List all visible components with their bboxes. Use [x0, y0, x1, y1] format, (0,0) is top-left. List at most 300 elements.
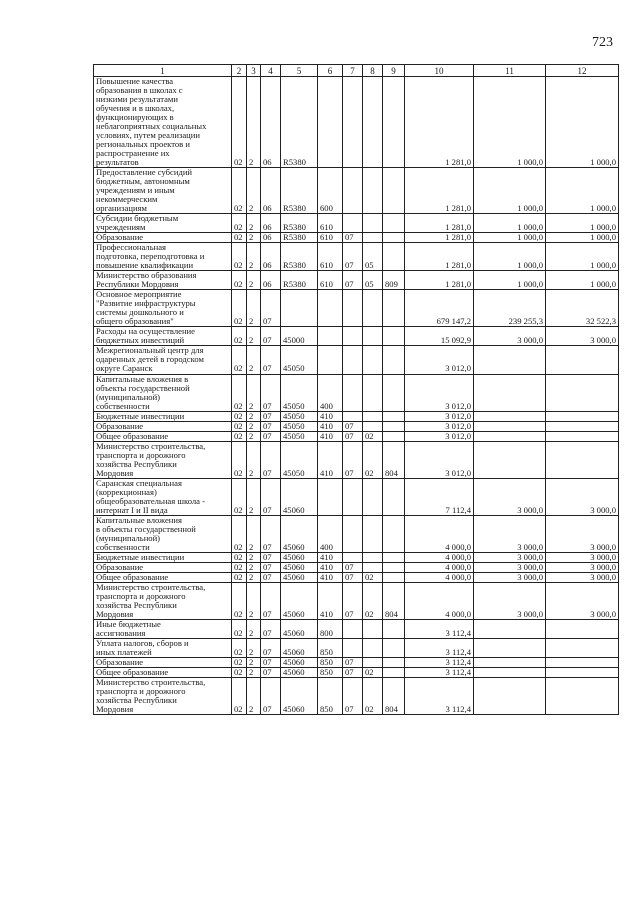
cell-amount-10: 3 012,0	[405, 374, 474, 411]
cell-amount-12	[546, 374, 619, 411]
cell-code-6: 610	[318, 243, 343, 271]
table-body	[94, 77, 619, 715]
cell-amount-12	[546, 411, 619, 421]
cell-amount-10: 15 092,9	[405, 327, 474, 346]
cell-amount-12: 3 000,0	[546, 572, 619, 582]
cell-code-2: 02	[232, 411, 247, 421]
cell-code-7: 07	[343, 657, 363, 667]
table-row	[94, 421, 619, 431]
cell-amount-10: 4 000,0	[405, 572, 474, 582]
cell-code-6: 400	[318, 515, 343, 552]
table-row	[94, 619, 619, 638]
cell-code-4: 07	[261, 562, 281, 572]
cell-amount-10: 1 281,0	[405, 271, 474, 290]
cell-code-2: 02	[232, 441, 247, 478]
cell-code-9	[383, 572, 405, 582]
cell-code-4: 07	[261, 374, 281, 411]
cell-amount-12: 3 000,0	[546, 478, 619, 515]
cell-item-name: Саранская специальная (коррекционная) общеобразовательная школа - интернат I и II вида	[94, 478, 232, 515]
cell-item-name: Министерство образования Республики Мордовия	[94, 271, 232, 290]
table-row	[94, 678, 619, 715]
cell-code-4: 07	[261, 552, 281, 562]
cell-code-9	[383, 515, 405, 552]
cell-code-3: 2	[247, 552, 261, 562]
cell-code-3: 2	[247, 678, 261, 715]
cell-amount-12: 3 000,0	[546, 327, 619, 346]
cell-code-7	[343, 346, 363, 374]
cell-code-4: 07	[261, 515, 281, 552]
cell-code-5: 45000	[281, 327, 318, 346]
cell-amount-11	[474, 346, 546, 374]
table-row	[94, 638, 619, 657]
cell-code-3: 2	[247, 421, 261, 431]
cell-item-name: Расходы на осуществление бюджетных инвестиций	[94, 327, 232, 346]
cell-code-4: 07	[261, 572, 281, 582]
cell-code-9	[383, 374, 405, 411]
cell-code-7	[343, 515, 363, 552]
cell-amount-10: 3 012,0	[405, 421, 474, 431]
cell-item-name: Основное мероприятие "Развитие инфраструктуры системы дошкольного и общего образования"	[94, 290, 232, 327]
cell-code-2: 02	[232, 562, 247, 572]
table-row	[94, 657, 619, 667]
cell-amount-10: 1 281,0	[405, 214, 474, 233]
cell-code-4: 07	[261, 657, 281, 667]
cell-code-7	[343, 290, 363, 327]
cell-code-3: 2	[247, 77, 261, 168]
cell-code-8	[363, 515, 383, 552]
cell-code-5: 45050	[281, 374, 318, 411]
cell-code-4: 06	[261, 233, 281, 243]
cell-item-name: Образование	[94, 562, 232, 572]
cell-amount-12: 3 000,0	[546, 562, 619, 572]
cell-code-5: 45060	[281, 572, 318, 582]
cell-amount-12	[546, 638, 619, 657]
cell-amount-11	[474, 374, 546, 411]
cell-amount-10: 1 281,0	[405, 77, 474, 168]
cell-code-8	[363, 77, 383, 168]
cell-amount-10: 3 112,4	[405, 657, 474, 667]
cell-code-3: 2	[247, 638, 261, 657]
cell-code-3: 2	[247, 582, 261, 619]
cell-code-6	[318, 290, 343, 327]
cell-code-8	[363, 346, 383, 374]
cell-code-9	[383, 77, 405, 168]
cell-code-6: 410	[318, 552, 343, 562]
cell-code-2: 02	[232, 552, 247, 562]
cell-code-6: 610	[318, 271, 343, 290]
cell-code-3: 2	[247, 515, 261, 552]
cell-amount-10: 3 012,0	[405, 346, 474, 374]
cell-amount-10: 4 000,0	[405, 582, 474, 619]
table-row	[94, 271, 619, 290]
cell-code-5: R5380	[281, 77, 318, 168]
cell-amount-12: 1 000,0	[546, 243, 619, 271]
cell-code-2: 02	[232, 374, 247, 411]
table-row	[94, 667, 619, 677]
cell-code-7: 07	[343, 667, 363, 677]
cell-amount-11: 1 000,0	[474, 77, 546, 168]
page-number: 723	[592, 35, 613, 50]
cell-amount-11	[474, 619, 546, 638]
cell-code-8: 02	[363, 678, 383, 715]
cell-amount-11	[474, 441, 546, 478]
cell-code-5: 45050	[281, 421, 318, 431]
cell-code-5: 45060	[281, 478, 318, 515]
cell-code-2: 02	[232, 271, 247, 290]
cell-code-6: 850	[318, 657, 343, 667]
cell-code-5: R5380	[281, 168, 318, 214]
cell-amount-10: 3 112,4	[405, 678, 474, 715]
cell-code-3: 2	[247, 290, 261, 327]
cell-code-8: 05	[363, 271, 383, 290]
cell-code-9	[383, 327, 405, 346]
cell-amount-12	[546, 421, 619, 431]
cell-code-6	[318, 327, 343, 346]
cell-code-7: 07	[343, 572, 363, 582]
cell-amount-12: 1 000,0	[546, 233, 619, 243]
cell-amount-11: 1 000,0	[474, 243, 546, 271]
cell-code-7	[343, 168, 363, 214]
cell-code-5: 45050	[281, 411, 318, 421]
cell-amount-12: 1 000,0	[546, 214, 619, 233]
cell-amount-10: 3 012,0	[405, 441, 474, 478]
cell-code-4: 07	[261, 582, 281, 619]
cell-code-3: 2	[247, 411, 261, 421]
cell-amount-11: 3 000,0	[474, 582, 546, 619]
cell-code-2: 02	[232, 421, 247, 431]
cell-amount-12	[546, 657, 619, 667]
cell-code-4: 07	[261, 678, 281, 715]
cell-code-3: 2	[247, 478, 261, 515]
cell-amount-10: 1 281,0	[405, 168, 474, 214]
cell-amount-12: 1 000,0	[546, 77, 619, 168]
cell-amount-10: 7 112,4	[405, 478, 474, 515]
cell-code-5: 45060	[281, 667, 318, 677]
cell-code-9	[383, 431, 405, 441]
cell-code-6: 850	[318, 678, 343, 715]
cell-code-7: 07	[343, 562, 363, 572]
cell-code-7	[343, 619, 363, 638]
cell-amount-12	[546, 667, 619, 677]
cell-code-4: 07	[261, 290, 281, 327]
cell-amount-12	[546, 441, 619, 478]
cell-amount-12: 3 000,0	[546, 515, 619, 552]
cell-code-2: 02	[232, 290, 247, 327]
table-row	[94, 572, 619, 582]
table-row	[94, 233, 619, 243]
column-header: 10	[405, 65, 474, 77]
column-header: 5	[281, 65, 318, 77]
cell-amount-11	[474, 678, 546, 715]
cell-code-8	[363, 290, 383, 327]
cell-code-4: 07	[261, 619, 281, 638]
cell-code-9	[383, 214, 405, 233]
cell-code-9: 804	[383, 678, 405, 715]
cell-amount-11: 239 255,3	[474, 290, 546, 327]
cell-code-2: 02	[232, 678, 247, 715]
cell-code-9	[383, 478, 405, 515]
cell-item-name: Общее образование	[94, 667, 232, 677]
cell-amount-11: 1 000,0	[474, 233, 546, 243]
cell-code-6: 850	[318, 667, 343, 677]
cell-amount-10: 4 000,0	[405, 515, 474, 552]
cell-code-9	[383, 346, 405, 374]
cell-code-2: 02	[232, 667, 247, 677]
budget-table	[93, 64, 619, 715]
cell-code-3: 2	[247, 572, 261, 582]
cell-amount-11	[474, 421, 546, 431]
cell-code-6: 410	[318, 572, 343, 582]
cell-item-name: Бюджетные инвестиции	[94, 552, 232, 562]
cell-code-3: 2	[247, 667, 261, 677]
cell-code-3: 2	[247, 168, 261, 214]
cell-code-7: 07	[343, 421, 363, 431]
cell-code-5: R5380	[281, 214, 318, 233]
column-header: 4	[261, 65, 281, 77]
cell-amount-10: 1 281,0	[405, 233, 474, 243]
cell-code-5: R5380	[281, 233, 318, 243]
cell-amount-11	[474, 657, 546, 667]
cell-amount-11: 3 000,0	[474, 552, 546, 562]
cell-code-4: 06	[261, 168, 281, 214]
cell-code-5: R5380	[281, 243, 318, 271]
cell-code-3: 2	[247, 233, 261, 243]
cell-amount-11: 3 000,0	[474, 327, 546, 346]
cell-code-7	[343, 552, 363, 562]
column-header: 11	[474, 65, 546, 77]
cell-code-5: R5380	[281, 271, 318, 290]
cell-code-2: 02	[232, 515, 247, 552]
cell-code-8	[363, 562, 383, 572]
cell-code-7	[343, 327, 363, 346]
cell-code-7: 07	[343, 233, 363, 243]
cell-code-4: 07	[261, 441, 281, 478]
cell-amount-11: 1 000,0	[474, 168, 546, 214]
cell-code-9: 804	[383, 441, 405, 478]
cell-code-2: 02	[232, 168, 247, 214]
cell-item-name: Образование	[94, 233, 232, 243]
cell-amount-11: 1 000,0	[474, 214, 546, 233]
column-header: 1	[94, 65, 232, 77]
cell-code-5: 45060	[281, 552, 318, 562]
cell-item-name: Иные бюджетные ассигнования	[94, 619, 232, 638]
cell-code-8	[363, 478, 383, 515]
cell-amount-11: 3 000,0	[474, 572, 546, 582]
column-header: 2	[232, 65, 247, 77]
cell-amount-12	[546, 431, 619, 441]
cell-code-9	[383, 233, 405, 243]
cell-code-8	[363, 619, 383, 638]
cell-code-7	[343, 214, 363, 233]
cell-code-3: 2	[247, 346, 261, 374]
cell-code-5: 45060	[281, 582, 318, 619]
cell-code-3: 2	[247, 441, 261, 478]
table-row	[94, 552, 619, 562]
cell-code-4: 07	[261, 411, 281, 421]
table-row	[94, 431, 619, 441]
cell-code-4: 06	[261, 271, 281, 290]
table-row	[94, 290, 619, 327]
cell-code-8	[363, 327, 383, 346]
cell-code-7	[343, 411, 363, 421]
table-row	[94, 374, 619, 411]
table-row	[94, 327, 619, 346]
cell-code-4: 07	[261, 327, 281, 346]
cell-code-8	[363, 233, 383, 243]
cell-code-6	[318, 478, 343, 515]
cell-code-8: 05	[363, 243, 383, 271]
cell-code-3: 2	[247, 271, 261, 290]
cell-code-5: 45060	[281, 619, 318, 638]
cell-code-3: 2	[247, 374, 261, 411]
cell-code-5	[281, 290, 318, 327]
cell-code-9	[383, 657, 405, 667]
cell-amount-10: 1 281,0	[405, 243, 474, 271]
cell-code-2: 02	[232, 346, 247, 374]
cell-code-2: 02	[232, 214, 247, 233]
cell-code-6: 410	[318, 431, 343, 441]
cell-code-9	[383, 411, 405, 421]
cell-code-4: 07	[261, 431, 281, 441]
cell-code-7	[343, 478, 363, 515]
table-row	[94, 168, 619, 214]
cell-amount-10: 4 000,0	[405, 562, 474, 572]
cell-code-9	[383, 667, 405, 677]
cell-code-5: 45050	[281, 346, 318, 374]
cell-code-9	[383, 290, 405, 327]
cell-code-7	[343, 77, 363, 168]
cell-code-2: 02	[232, 638, 247, 657]
cell-amount-11: 3 000,0	[474, 515, 546, 552]
cell-item-name: Образование	[94, 657, 232, 667]
cell-code-6: 410	[318, 441, 343, 478]
cell-code-8	[363, 214, 383, 233]
cell-code-4: 07	[261, 667, 281, 677]
cell-code-4: 06	[261, 214, 281, 233]
cell-code-2: 02	[232, 243, 247, 271]
cell-amount-12: 32 522,3	[546, 290, 619, 327]
cell-item-name: Образование	[94, 421, 232, 431]
cell-code-3: 2	[247, 562, 261, 572]
cell-amount-10: 4 000,0	[405, 552, 474, 562]
cell-code-9	[383, 638, 405, 657]
cell-code-9: 809	[383, 271, 405, 290]
cell-code-9	[383, 619, 405, 638]
cell-code-8	[363, 552, 383, 562]
cell-amount-11	[474, 411, 546, 421]
cell-code-9	[383, 562, 405, 572]
cell-code-8: 02	[363, 441, 383, 478]
cell-amount-12	[546, 678, 619, 715]
cell-code-8	[363, 657, 383, 667]
cell-amount-12	[546, 346, 619, 374]
cell-code-3: 2	[247, 657, 261, 667]
cell-code-5: 45050	[281, 441, 318, 478]
cell-code-7	[343, 638, 363, 657]
cell-amount-10: 3 112,4	[405, 619, 474, 638]
cell-code-9: 804	[383, 582, 405, 619]
cell-code-8	[363, 638, 383, 657]
cell-code-6: 610	[318, 214, 343, 233]
cell-code-6: 600	[318, 168, 343, 214]
cell-amount-11	[474, 667, 546, 677]
cell-code-5: 45050	[281, 431, 318, 441]
cell-code-7: 07	[343, 678, 363, 715]
cell-code-5: 45060	[281, 657, 318, 667]
cell-code-8	[363, 421, 383, 431]
cell-item-name: Уплата налогов, сборов и иных платежей	[94, 638, 232, 657]
cell-item-name: Капитальные вложения в объекты государственной (муниципальной) собственности	[94, 374, 232, 411]
cell-amount-12: 3 000,0	[546, 552, 619, 562]
cell-code-8: 02	[363, 667, 383, 677]
cell-code-3: 2	[247, 619, 261, 638]
column-header: 6	[318, 65, 343, 77]
cell-code-7: 07	[343, 582, 363, 619]
cell-item-name: Субсидии бюджетным учреждениям	[94, 214, 232, 233]
cell-code-5: 45060	[281, 562, 318, 572]
cell-item-name: Капитальные вложения в объекты государственной (муниципальной) собственности	[94, 515, 232, 552]
cell-code-6: 410	[318, 411, 343, 421]
cell-amount-12: 1 000,0	[546, 271, 619, 290]
cell-item-name: Повышение качества образования в школах с низкими результатами обучения и в школах, функционирующих в неблагоприятных социальных условиях, путем реализации региональных проектов и распространение их результатов	[94, 77, 232, 168]
table-row	[94, 515, 619, 552]
cell-item-name: Профессиональная подготовка, переподготовка и повышение квалификации	[94, 243, 232, 271]
cell-item-name: Общее образование	[94, 431, 232, 441]
cell-item-name: Общее образование	[94, 572, 232, 582]
cell-code-6: 410	[318, 582, 343, 619]
cell-amount-10: 3 012,0	[405, 431, 474, 441]
cell-code-7: 07	[343, 441, 363, 478]
cell-code-7: 07	[343, 243, 363, 271]
cell-code-2: 02	[232, 619, 247, 638]
cell-item-name: Бюджетные инвестиции	[94, 411, 232, 421]
cell-code-6	[318, 346, 343, 374]
cell-code-2: 02	[232, 657, 247, 667]
cell-code-6: 410	[318, 562, 343, 572]
cell-code-2: 02	[232, 327, 247, 346]
cell-code-5: 45060	[281, 678, 318, 715]
cell-amount-10: 3 012,0	[405, 411, 474, 421]
cell-item-name: Министерство строительства, транспорта и дорожного хозяйства Республики Мордовия	[94, 582, 232, 619]
cell-amount-12: 3 000,0	[546, 582, 619, 619]
table-header-row	[94, 65, 619, 77]
cell-code-6: 610	[318, 233, 343, 243]
table-row	[94, 582, 619, 619]
cell-code-2: 02	[232, 478, 247, 515]
cell-code-4: 06	[261, 243, 281, 271]
table-row	[94, 214, 619, 233]
cell-item-name: Министерство строительства, транспорта и дорожного хозяйства Республики Мордовия	[94, 441, 232, 478]
cell-code-3: 2	[247, 214, 261, 233]
table-row	[94, 243, 619, 271]
cell-code-6: 400	[318, 374, 343, 411]
cell-code-7: 07	[343, 431, 363, 441]
cell-code-3: 2	[247, 431, 261, 441]
cell-code-9	[383, 243, 405, 271]
cell-code-6	[318, 77, 343, 168]
cell-code-8	[363, 374, 383, 411]
cell-item-name: Предоставление субсидий бюджетным, автономным учреждениям и иным некоммерческим организациям	[94, 168, 232, 214]
cell-code-2: 02	[232, 572, 247, 582]
cell-code-8: 02	[363, 431, 383, 441]
cell-amount-12: 1 000,0	[546, 168, 619, 214]
table-row	[94, 346, 619, 374]
cell-amount-11: 3 000,0	[474, 562, 546, 572]
column-header: 12	[546, 65, 619, 77]
cell-code-5: 45060	[281, 638, 318, 657]
cell-code-2: 02	[232, 77, 247, 168]
cell-code-6: 850	[318, 638, 343, 657]
